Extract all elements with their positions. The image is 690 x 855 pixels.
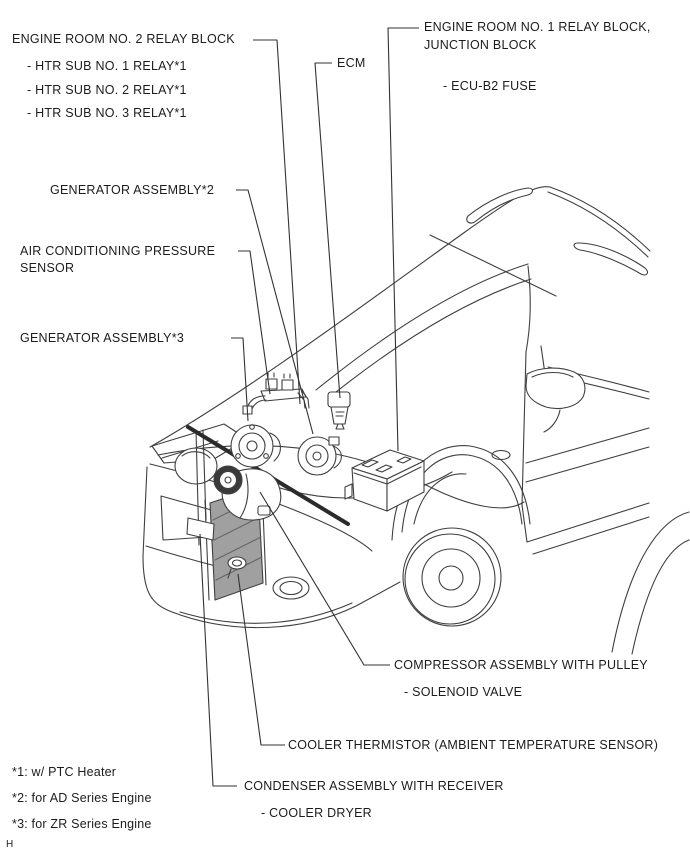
leader-compressor xyxy=(260,492,390,665)
label-generator-3: GENERATOR ASSEMBLY*3 xyxy=(20,331,185,345)
generator-3-part xyxy=(231,425,280,467)
label-relay-block-no1-title: JUNCTION BLOCK xyxy=(424,38,537,52)
label-relay-block-no2-item: - HTR SUB NO. 3 RELAY*1 xyxy=(27,106,187,120)
label-ac-pressure-sensor: SENSOR xyxy=(20,261,75,275)
footnote-1: *1: w/ PTC Heater xyxy=(12,765,117,779)
engine-bay-components xyxy=(175,373,424,600)
page-marker: H xyxy=(6,839,14,850)
leader-lines xyxy=(200,28,419,786)
footnote-3: *3: for ZR Series Engine xyxy=(12,817,152,831)
footnote-2: *2: for AD Series Engine xyxy=(12,791,152,805)
label-condenser-item: - COOLER DRYER xyxy=(261,806,372,820)
label-relay-block-no1-title: ENGINE ROOM NO. 1 RELAY BLOCK, xyxy=(424,20,651,34)
label-compressor-title: COMPRESSOR ASSEMBLY WITH PULLEY xyxy=(394,658,648,672)
leader-ecm xyxy=(315,63,340,398)
leader-ac-pressure-sensor xyxy=(238,251,270,394)
label-relay-block-no2-item: - HTR SUB NO. 1 RELAY*1 xyxy=(27,59,187,73)
label-cooler-thermistor: COOLER THERMISTOR (AMBIENT TEMPERATURE SENSOR) xyxy=(288,738,659,752)
label-compressor-item: - SOLENOID VALVE xyxy=(404,685,523,699)
label-ac-pressure-sensor: AIR CONDITIONING PRESSURE xyxy=(20,244,216,258)
label-relay-block-no1-item: - ECU-B2 FUSE xyxy=(443,79,537,93)
leader-relay-block-no1 xyxy=(388,28,419,451)
ecm-part xyxy=(328,392,350,429)
label-generator-2: GENERATOR ASSEMBLY*2 xyxy=(50,183,215,197)
label-relay-block-no2-item: - HTR SUB NO. 2 RELAY*1 xyxy=(27,83,187,97)
leader-cooler-thermistor xyxy=(238,574,285,745)
label-condenser-title: CONDENSER ASSEMBLY WITH RECEIVER xyxy=(244,779,504,793)
label-relay-block-no2-title: ENGINE ROOM NO. 2 RELAY BLOCK xyxy=(12,32,235,46)
generator-2-part xyxy=(298,437,341,475)
leader-relay-block-no2 xyxy=(253,40,300,404)
label-ecm: ECM xyxy=(337,56,366,70)
